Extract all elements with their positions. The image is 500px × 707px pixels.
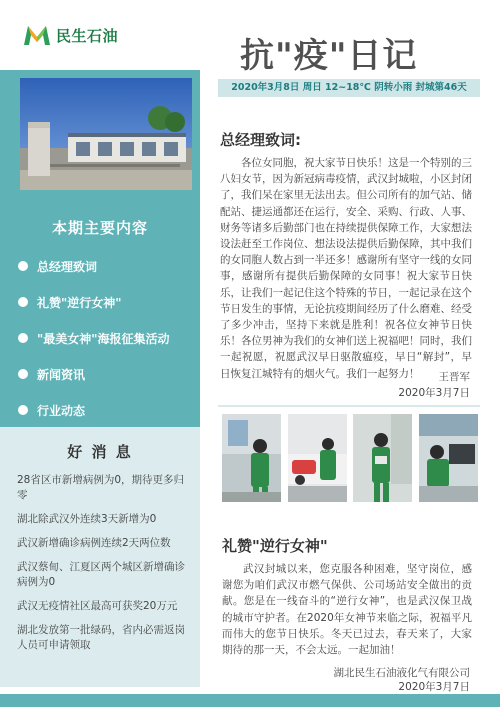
worker-photo-4 (419, 414, 478, 502)
speech-signature (398, 369, 470, 401)
bullet-icon (18, 333, 28, 343)
news-item: 武汉新增确诊病例连续2天两位数 (17, 537, 171, 549)
bullet-icon (18, 405, 28, 415)
company-logo (22, 22, 118, 48)
good-news-list (17, 473, 193, 662)
worker-photo-2 (288, 414, 347, 502)
tribute-date: 2020年3月7日 (398, 681, 470, 693)
contents-item[interactable]: 总经理致词 (18, 248, 198, 284)
photo-panel (0, 70, 200, 470)
tribute-signature (334, 666, 471, 694)
contents-list (18, 248, 198, 428)
tribute-title: 礼赞"逆行女神" (222, 537, 328, 555)
tribute-signer: 湖北民生石油液化气有限公司 (333, 667, 470, 679)
section-divider (218, 405, 480, 407)
worker-photo-1 (222, 414, 281, 502)
tribute-body: 武汉封城以来，您克服各种困难，坚守岗位，感谢您为咱们武汉市燃气保供、公司场站安全做出的贡献。您是在一线奋斗的“逆行女神”，也是武汉保卫战的城市守护者。在2020年女神节来临之际，祝福平凡而伟大的您节日快乐。冬天已过去，春天来了，大家期待的那一天，不会太远。一起加油！ (222, 563, 472, 657)
page-title: 抗"疫"日记 (240, 36, 418, 76)
contents-item[interactable]: 行业动态 (18, 392, 198, 428)
date-weather-bar: 2020年3月8日 周日 12~18℃ 阴转小雨 封城第46天 (218, 79, 480, 97)
brand-name: 民生石油 (56, 26, 119, 45)
contents-item[interactable]: 礼赞"逆行女神" (18, 284, 198, 320)
logo-m-icon (22, 23, 52, 47)
station-photo (20, 78, 192, 190)
news-item: 武汉无疫情社区最高可获奖20万元 (17, 600, 178, 612)
speech-date: 2020年3月7日 (398, 387, 470, 399)
left-column (0, 0, 200, 707)
news-item: 湖北发放第一批绿码，省内必需返岗人员可申请领取 (17, 624, 185, 651)
speech-body: 各位女同胞，祝大家节日快乐！这是一个特别的三八妇女节，因为新冠病毒疫情，武汉封城啦，小区封闭了，我们呆在家里无法出去。但公司所有的加气站、储配站、捷运通都还在运行，安全、采购、行政、人事、财务等诸多后勤部门也在持续提供保障工作，大家想法设法赶至工作岗位、想法设法提供后勤保障，其中我们的女同胞人数占到一半还多！感谢所有坚守一线的女同事，感谢所有提供后勤保障的女同事！祝大家节日快乐，让我们一起记住这个特殊的节日，一起记录在这个节日发生的事情，无论抗疫期间经历了什么磨难、经受了多少冲击，坚持下来就是胜利！祝各位女神节日快乐！各位男神为我们的女神们送上祝福吧！同时，我们一起祝愿，祝愿武汉早日驱散瘟疫，早日“解封”，早日恢复江城特有的烟火气。我们一起努力！ (220, 157, 472, 380)
contents-item[interactable]: 新闻资讯 (18, 356, 198, 392)
bullet-icon (18, 369, 28, 379)
contents-item[interactable]: "最美女神"海报征集活动 (18, 320, 198, 356)
news-item: 武汉蔡甸、江夏区两个城区新增确诊病例为0 (17, 561, 185, 588)
news-item: 28省区市新增病例为0，期待更多归零 (17, 474, 185, 501)
worker-photo-3 (353, 414, 412, 502)
good-news-panel (0, 427, 200, 687)
speech-signer: 王晋军 (438, 371, 470, 383)
good-news-title: 好 消 息 (67, 443, 133, 461)
news-item: 湖北除武汉外连续3天新增为0 (17, 513, 157, 525)
photo-strip (222, 414, 478, 502)
speech-title: 总经理致词: (220, 131, 301, 149)
bullet-icon (18, 297, 28, 307)
bullet-icon (18, 261, 28, 271)
bottom-bar (0, 694, 500, 707)
contents-title: 本期主要内容 (51, 219, 148, 237)
